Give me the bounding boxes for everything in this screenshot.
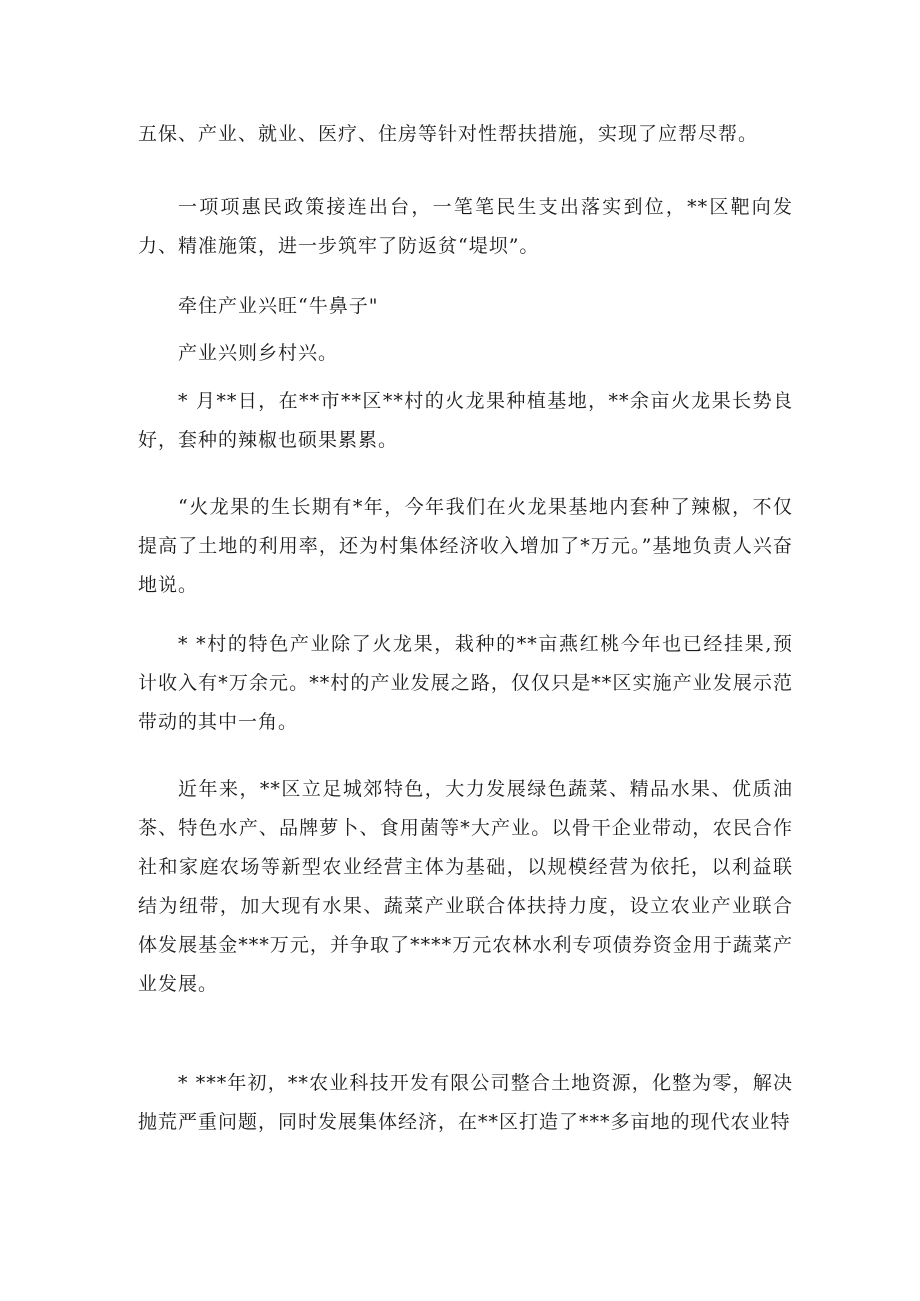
paragraph-village-industry: * *村的特色产业除了火龙果，栽种的**亩燕红桃今年也已经挂果,预计收入有*万余元。**村的产业发展之路，仅仅只是**区实施产业发展示范带动的其中一角。 xyxy=(138,633,793,733)
paragraph-company: * ***年初，**农业科技开发有限公司整合土地资源，化整为零，解决抛荒严重问题，同时发展集体经济，在**区打造了***多亩地的现代农业特 xyxy=(138,1072,793,1133)
paragraph-continuation: 五保、产业、就业、医疗、住房等针对性帮扶措施，实现了应帮尽帮。 xyxy=(138,123,759,145)
paragraph-industry-intro: 产业兴则乡村兴。 xyxy=(178,342,339,364)
section-heading: 牵住产业兴旺“牛鼻子" xyxy=(178,295,379,317)
paragraph-recent-years: 近年来，**区立足城郊特色，大力发展绿色蔬菜、精品水果、优质油茶、特色水产、品牌萝卜、食用菌等*大产业。以骨干企业带动，农民合作社和家庭农场等新型农业经营主体为基础，以规模经营为依托，以利益联结为纽带，加大现有水果、蔬菜产业联合体扶持力度，设立农业产业联合体发展基金***万元，并争取了****万元农林水利专项债券资金用于蔬菜产业发展。 xyxy=(138,778,793,995)
paragraph-dragonfruit-base: * 月**日，在**市**区**村的火龙果种植基地，**余亩火龙果长势良好，套种的辣椒也硕果累累。 xyxy=(138,390,793,451)
paragraph-quote: “火龙果的生长期有*年，今年我们在火龙果基地内套种了辣椒，不仅提高了土地的利用率，还为村集体经济收入增加了*万元。”基地负责人兴奋地说。 xyxy=(138,496,793,596)
paragraph-policy: 一项项惠民政策接连出台，一笔笔民生支出落实到位，**区靶向发力、精准施策，进一步筑牢了防返贫“堤坝”。 xyxy=(138,196,793,257)
